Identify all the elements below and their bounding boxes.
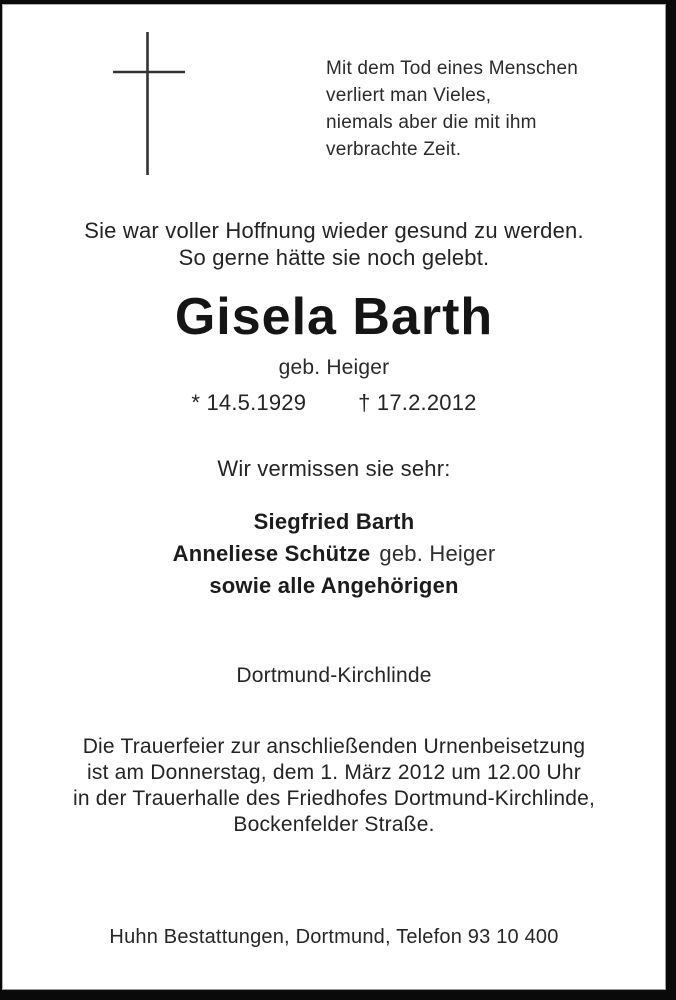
epigraph-line: Mit dem Tod eines Menschen [326,58,578,79]
epigraph-line: verliert man Vieles, [326,85,492,106]
mourner-name: sowie alle Angehörigen [209,573,459,598]
birth-date: * 14.5.1929 [191,390,307,415]
announcement-line: ist am Donnerstag, dem 1. März 2012 um 12.00 Uhr [87,761,581,784]
epigraph-line: niemals aber die mit ihm [326,112,537,133]
mourner-row [3,538,665,570]
mourner-row [3,570,665,602]
announcement-line: in der Trauerhalle des Friedhofes Dortmund-Kirchlinde, [72,787,596,810]
mourner-name: Siegfried Barth [253,509,415,534]
epigraph-line: verbrachte Zeit. [326,139,462,160]
maiden-name: geb. Heiger [278,356,390,379]
announcement-line: Bockenfelder Straße. [233,813,435,836]
intro-line: Sie war voller Hoffnung wieder gesund zu werden. [84,218,584,243]
latin-cross-icon [111,29,187,177]
intro-line: So gerne hätte sie noch gelebt. [178,245,490,270]
location: Dortmund-Kirchlinde [236,664,432,687]
mourners-list [3,506,665,602]
funeral-announcement [3,734,665,838]
mourner-name: Anneliese Schütze [172,541,371,566]
funeral-home-footer: Huhn Bestattungen, Dortmund, Telefon 93 10 400 [109,926,559,948]
mourning-intro: Wir vermissen sie sehr: [217,456,451,481]
deceased-name: Gisela Barth [174,288,494,346]
obituary-sheet [2,4,666,990]
epigraph [326,55,616,163]
death-date: † 17.2.2012 [358,390,477,415]
intro-text [3,217,665,271]
life-dates [3,390,665,416]
mourner-note: geb. Heiger [379,541,496,566]
mourner-row [3,506,665,538]
announcement-line: Die Trauerfeier zur anschließenden Urnenbeisetzung [82,735,586,758]
